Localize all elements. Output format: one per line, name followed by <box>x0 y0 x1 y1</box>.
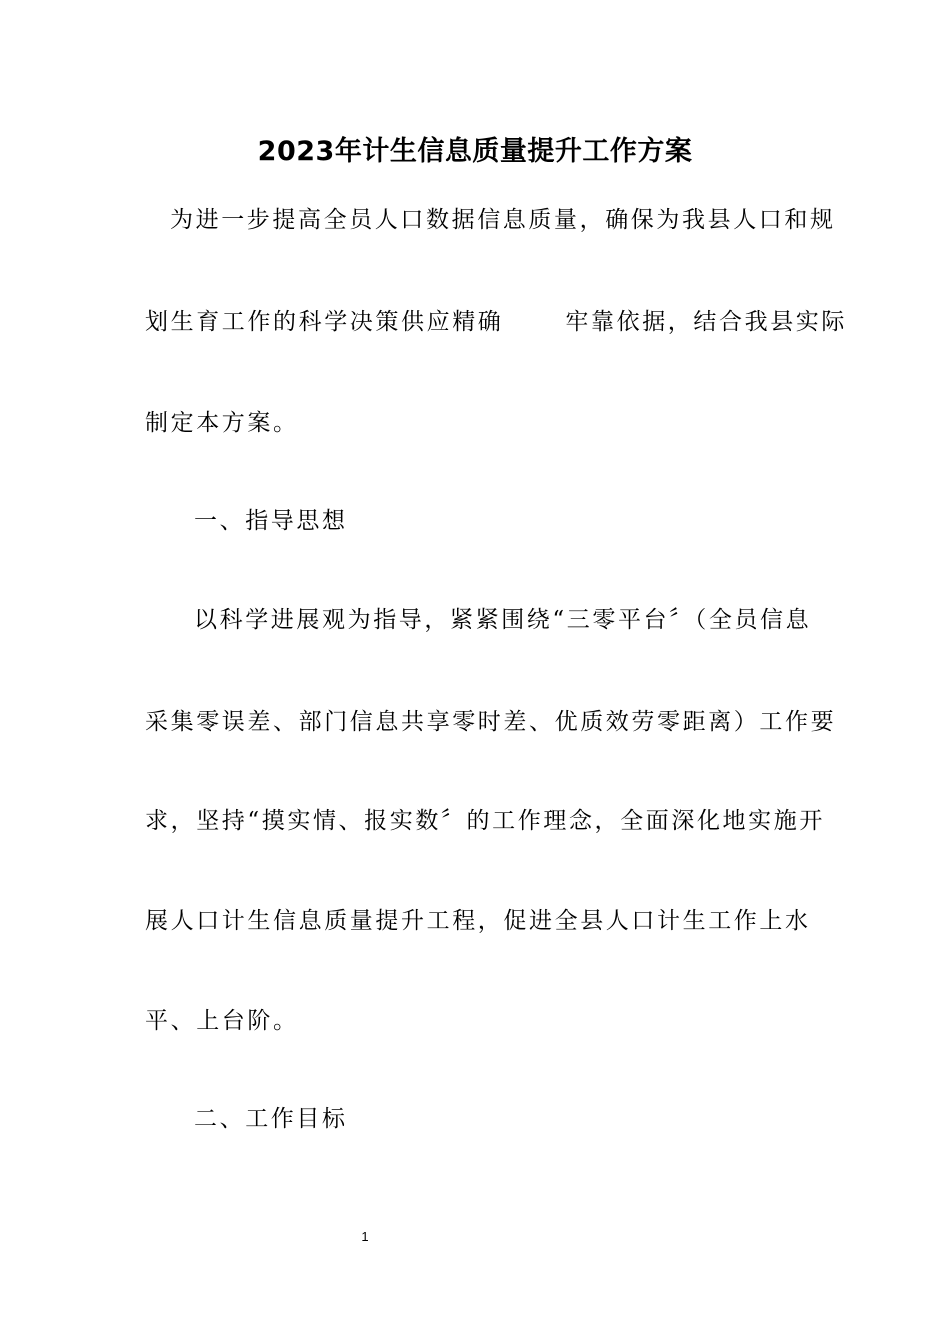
section1-line-1: 以科学进展观为指导，紧紧围绕“三零平台〞（全员信息 <box>194 607 812 633</box>
intro-line-2-part-1: 划生育工作的科学决策供应精确 <box>145 309 504 335</box>
page-number: 1 <box>361 1229 369 1244</box>
section1-line-2: 采集零误差、部门信息共享零时差、优质效劳零距离）工作要 <box>145 709 837 735</box>
intro-line-1: 为进一步提高全员人口数据信息质量，确保为我县人口和规 <box>170 207 836 233</box>
intro-line-3: 制定本方案。 <box>145 410 299 436</box>
section1-line-3: 求，坚持“摸实情、报实数〞的工作理念，全面深化地实施开 <box>145 808 825 834</box>
section-heading-work-goals: 二、工作目标 <box>194 1106 348 1132</box>
section-heading-guiding-ideology: 一、指导思想 <box>194 508 348 534</box>
intro-line-2 <box>145 305 847 339</box>
intro-line-2-part-2: 牢靠依据，结合我县实际 <box>565 309 848 335</box>
section1-line-4: 展人口计生信息质量提升工程，促进全县人口计生工作上水 <box>145 908 811 934</box>
document-title: 2023年计生信息质量提升工作方案 <box>257 136 693 167</box>
section1-line-5: 平、上台阶。 <box>145 1008 299 1034</box>
